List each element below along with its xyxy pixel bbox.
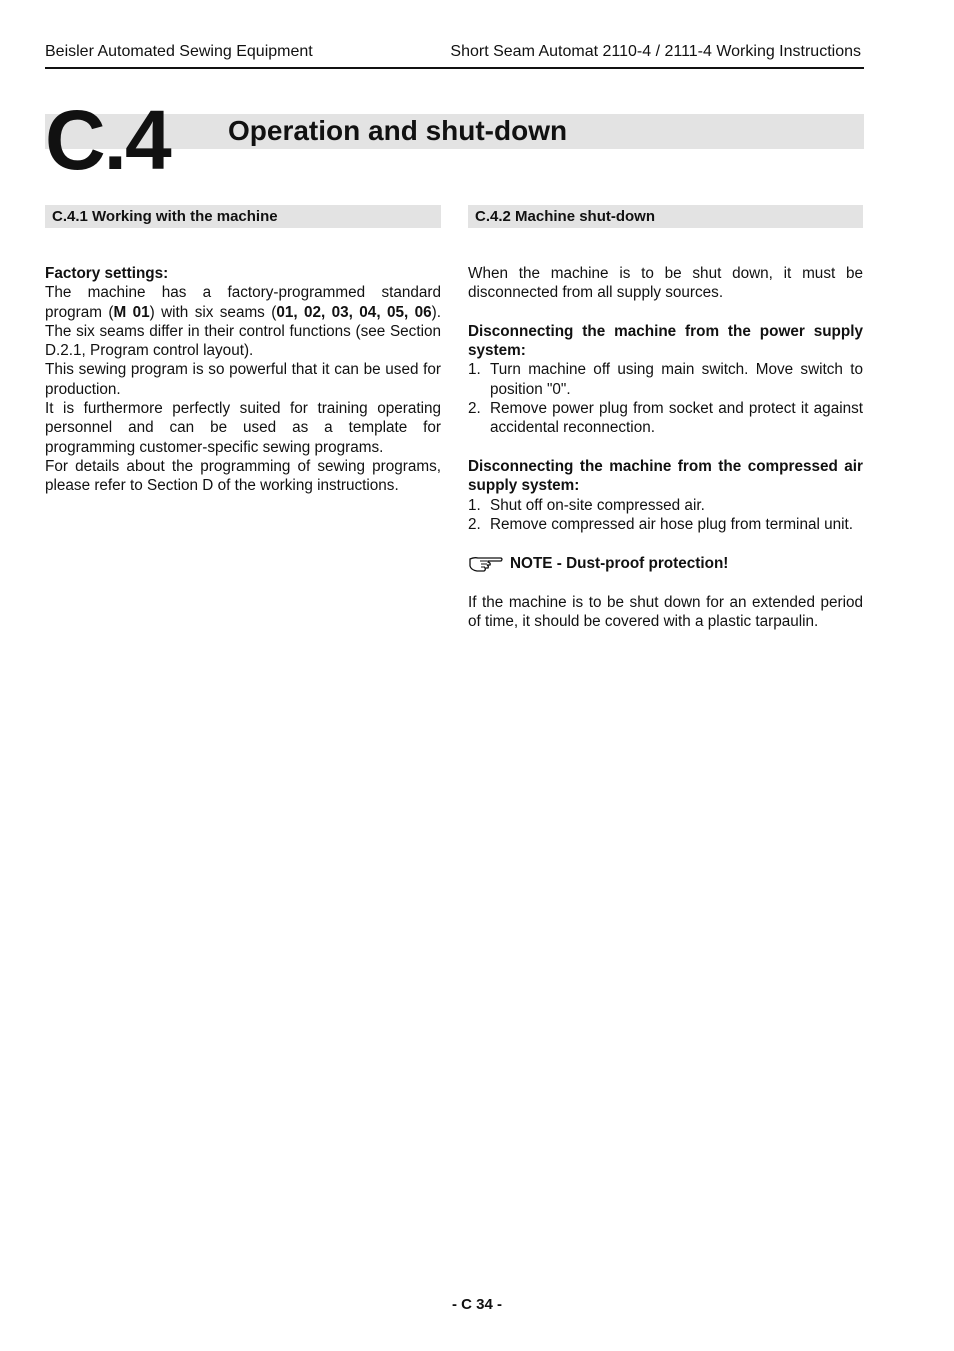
factory-settings-heading: Factory settings: — [45, 265, 169, 282]
pointing-hand-icon — [468, 553, 504, 573]
list-item: 2. Remove power plug from socket and protect it against accidental reconnection. — [468, 400, 863, 437]
program-id: M 01 — [113, 303, 150, 321]
note-label: NOTE - Dust-proof protection! — [510, 554, 729, 572]
air-heading: Disconnecting the machine from the compressed air supply system: — [468, 457, 863, 495]
left-column — [45, 264, 441, 496]
list-item: 2. Remove compressed air hose plug from terminal unit. — [468, 515, 854, 533]
factory-settings-paragraph: The machine has a factory-programmed standard program (M 01) with six seams (01, 02, 03, 04, 05, 06). The six seams differ in their control functions (see Section D.2.1, Program control layout). — [45, 284, 441, 360]
section-title-working: C.4.1 Working with the machine — [45, 205, 441, 228]
power-heading: Disconnecting the machine from the power supply system: — [468, 322, 863, 360]
air-steps — [468, 496, 863, 535]
chapter-number: C.4 — [45, 93, 170, 187]
header-left: Beisler Automated Sewing Equipment — [45, 43, 313, 60]
power-steps — [468, 360, 863, 437]
page-number: - C 34 - — [451, 1296, 502, 1313]
list-item: 1. Shut off on-site compressed air. — [468, 496, 705, 514]
chapter-title: Operation and shut-down — [228, 115, 568, 146]
seam-list: 01, 02, 03, 04, 05, 06 — [276, 303, 432, 321]
right-column — [468, 264, 863, 631]
programming-paragraph: For details about the programming of sewing programs, please refer to Section D of the working instructions. — [45, 457, 441, 495]
header-right: Short Seam Automat 2110-4 / 2111-4 Working Instructions — [450, 43, 861, 60]
note-text: If the machine is to be shut down for an extended period of time, it should be covered with a plastic tarpaulin. — [468, 593, 863, 631]
section-title-shutdown: C.4.2 Machine shut-down — [468, 205, 863, 228]
shutdown-intro: When the machine is to be shut down, it must be disconnected from all supply sources. — [468, 265, 863, 302]
note-line — [468, 553, 863, 573]
production-paragraph: This sewing program is so powerful that it can be used for production. — [45, 361, 441, 398]
list-item: 1. Turn machine off using main switch. Move switch to position "0". — [468, 361, 863, 398]
training-paragraph: It is furthermore perfectly suited for training operating personnel and can be used as a template for programming customer-specific sewing programs. — [45, 400, 441, 456]
header-rule — [45, 67, 864, 69]
